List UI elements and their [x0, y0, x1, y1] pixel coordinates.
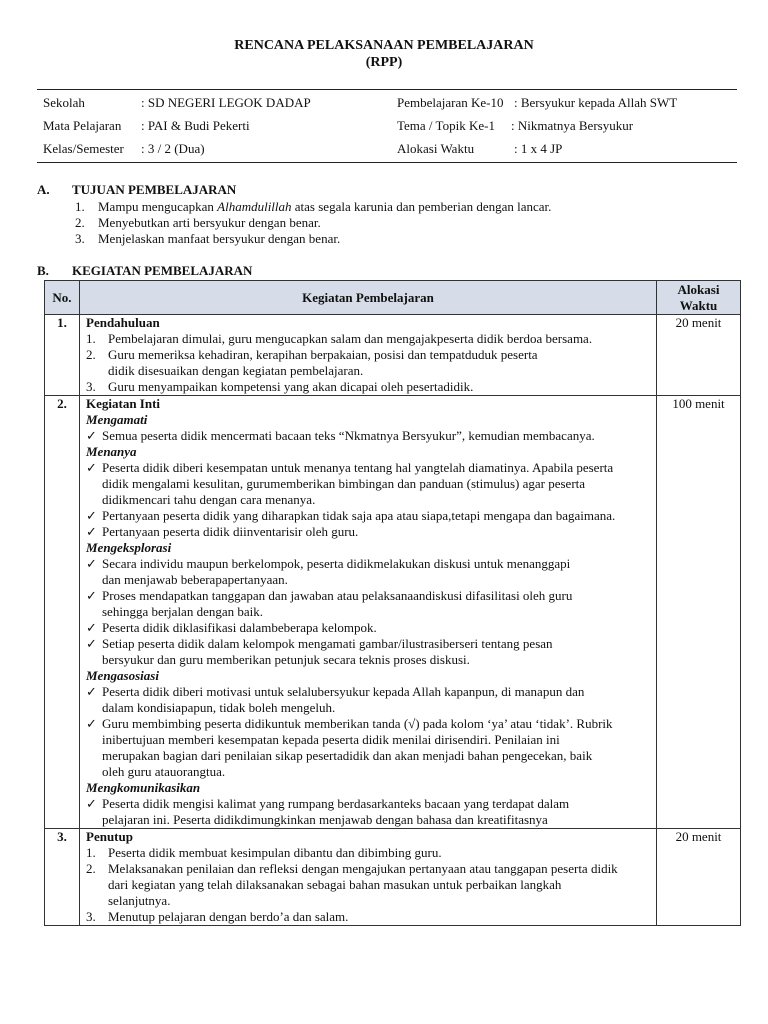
- document-title: RENCANA PELAKSANAAN PEMBELAJARAN: [234, 38, 534, 53]
- alokasi-label: Alokasi Waktu: [397, 141, 475, 156]
- row-time: 100 menit: [657, 396, 741, 829]
- tema-value: : Nikmatnya Bersyukur: [511, 118, 634, 133]
- objectives-list: [75, 199, 551, 247]
- list-item: 1. Mampu mengucapkan Alhamdulillah atas segala karunia dan pemberian dengan lancar.: [75, 199, 552, 214]
- row-activity: Penutup 1. Peserta didik membuat kesimpulan dibantu dan dibimbing guru. 2. Melaksanakan penilaian dan refleksi dengan mengajukan pertanyaan atau tanggapan peserta didik dari kegiatan yang telah dilaksanakan sebagai bahan masukan untuk perbaikan langkah selanjutnya. 3. Menutup pelajaran dengan berdo’a dan salam.: [80, 829, 657, 926]
- identity-block: [37, 89, 737, 163]
- row-number: 2.: [45, 396, 80, 829]
- kelas-label: Kelas/Semester: [43, 141, 124, 156]
- header-no: No.: [45, 281, 80, 315]
- kelas-value: : 3 / 2 (Dua): [141, 141, 205, 156]
- check-icon: ✓: [86, 508, 97, 523]
- check-icon: ✓: [86, 428, 97, 443]
- mapel-label: Mata Pelajaran: [43, 118, 122, 133]
- sekolah-value: : SD NEGERI LEGOK DADAP: [141, 95, 311, 110]
- check-icon: ✓: [86, 716, 97, 731]
- row-activity: Pendahuluan 1. Pembelajaran dimulai, guru mengucapkan salam dan mengajakpeserta didik berdoa bersama. 2. Guru memeriksa kehadiran, kerapihan berpakaian, posisi dan tempatduduk peserta didik disesuaikan dengan kegiatan pembelajaran. 3. Guru menyampaikan kompetensi yang akan dicapai oleh pesertadidik.: [80, 315, 657, 396]
- row-number: 3.: [45, 829, 80, 926]
- row-activity: Kegiatan Inti Mengamati ✓ Semua peserta didik mencermati bacaan teks “Nkmatnya Bersyukur”, kemudian membacanya. Menanya ✓ Peserta didik diberi kesempatan untuk menanya tentang hal yangtelah diamatinya. Apabila peserta didik mengalami kesulitan, gurumemberikan bimbingan dan panduan (stimulus) agar peserta didikmencari tahu dengan cara menanya. ✓ Pertanyaan peserta didik yang diharapkan tidak saja apa atau siapa,tetapi mengapa dan bagaimana. ✓ Pertanyaan peserta didik diinventarisir oleh guru. Mengeksplorasi ✓ Secara individu maupun berkelompok, peserta didikmelakukan diskusi untuk menanggapi dan menjawab beberapapertanyaan. ✓ Proses mendapatkan tanggapan dan jawaban atau pelaksanaandiskusi difasilitasi oleh guru sehingga berjalan dengan baik. ✓ Peserta didik diklasifikasi dalambeberapa kelompok. ✓ Setiap peserta didik dalam kelompok mengamati gambar/ilustrasiberseri tentang pesan bersyukur dan guru memberikan petunjuk secara teknis proses diskusi. Mengasosiasi ✓ Peserta didik diberi motivasi untuk selalubersyukur kepada Allah kapanpun, di manapun dan dalam kondisiapapun, tidak boleh mengeluh. ✓ Guru membimbing peserta didikuntuk memberikan tanda (√) pada kolom ‘ya’ atau ‘tidak’. Rubrik inibertujuan memberi kesempatan kepada peserta didik menilai dirisendiri. Penilaian ini merupakan bagian dari penilaian sikap pesertadidik dan akan menjadi bahan pengecekan, baik oleh guru atauorangtua. Mengkomunikasikan ✓ Peserta didik mengisi kalimat yang rumpang berdasarkanteks bacaan yang terdapat dalam pelajaran ini. Peserta didikdimungkinkan menjawab dengan bahasa dan kreatifitasnya: [80, 396, 657, 829]
- check-icon: ✓: [86, 460, 97, 475]
- check-icon: ✓: [86, 796, 97, 811]
- row-time: 20 menit: [657, 315, 741, 396]
- row-time: 20 menit: [657, 829, 741, 926]
- list-item: 2. Menyebutkan arti bersyukur dengan benar.: [75, 215, 321, 230]
- section-b-title: KEGIATAN PEMBELAJARAN: [72, 263, 253, 278]
- alokasi-value: : 1 x 4 JP: [514, 141, 563, 156]
- check-icon: ✓: [86, 556, 97, 571]
- activities-table: [44, 280, 741, 926]
- table-row: [45, 829, 741, 926]
- check-icon: ✓: [86, 620, 97, 635]
- table-row: [45, 315, 741, 396]
- list-item: 3. Menjelaskan manfaat bersyukur dengan benar.: [75, 231, 341, 246]
- row-number: 1.: [45, 315, 80, 396]
- table-header-row: [45, 281, 741, 315]
- table-row: [45, 396, 741, 829]
- section-a-letter: A.: [37, 182, 50, 197]
- mapel-value: : PAI & Budi Pekerti: [141, 118, 250, 133]
- section-b-letter: B.: [37, 263, 49, 278]
- pembelajaran-value: : Bersyukur kepada Allah SWT: [514, 95, 678, 110]
- header-time: Alokasi Waktu: [657, 281, 741, 315]
- check-icon: ✓: [86, 636, 97, 651]
- pembelajaran-label: Pembelajaran Ke-10: [397, 95, 504, 110]
- document-subtitle: (RPP): [365, 55, 403, 70]
- header-activity: Kegiatan Pembelajaran: [80, 281, 657, 315]
- check-icon: ✓: [86, 524, 97, 539]
- tema-label: Tema / Topik Ke-1: [397, 118, 495, 133]
- section-a-title: TUJUAN PEMBELAJARAN: [72, 182, 237, 197]
- sekolah-label: Sekolah: [43, 95, 85, 110]
- check-icon: ✓: [86, 588, 97, 603]
- check-icon: ✓: [86, 684, 97, 699]
